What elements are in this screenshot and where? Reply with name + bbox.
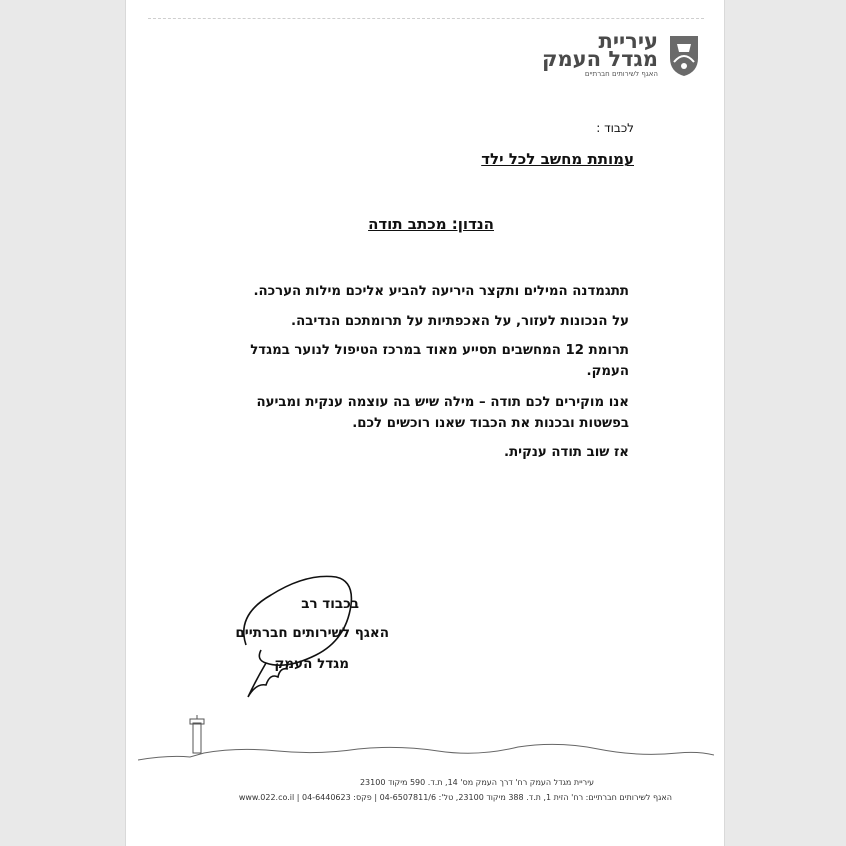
signoff-city: מגדל העמק [274,656,349,672]
landscape-illustration [138,715,714,775]
municipality-logo [524,30,704,82]
to-label: לכבוד : [596,121,634,135]
logo-title-line2: מגדל העמק [541,47,658,71]
paragraph-4: אנו מוקירים לכם תודה – מילה שיש בה עוצמה ענקית ומביעה בפשטות ובכנות את הכבוד שאנו רוכשים לכם. [256,395,629,431]
paragraph-3: תרומת 12 המחשבים תסייע מאוד במרכז הטיפול לנוער במגדל העמק. [250,343,629,379]
paragraph-1: תתגמדנה המילים ותקצר היריעה להביע אליכם מילות הערכה. [253,284,629,299]
top-divider [148,18,704,19]
emblem-icon [664,32,704,78]
subject-line: הנדון: מכתב תודה [368,215,494,233]
letter-page [125,0,725,846]
signoff-regards: בכבוד רב [301,596,359,612]
paragraph-5: אז שוב תודה ענקית. [504,445,629,460]
paragraph-2: על הנכונות לעזור, על האכפתיות על תרומתכם הנדיבה. [291,314,629,329]
recipient-name: עמותת מחשב לכל ילד [481,150,634,168]
logo-title-line1: עיריית [598,29,658,53]
footer-contact: האגף לשירותים חברתיים: רח' הזית 1, ת.ד. 388 מיקוד 23100, טל': 04-6507811/6 | פקס: 04-6440623 | www.022.co.il [238,793,672,802]
logo-subtitle: האגף לשירותים חברתיים [584,70,658,78]
signoff-department: האגף לשירותים חברתיים [235,625,389,641]
footer-address: עיריית מגדל העמק רח' דרך העמק מס' 14, ת.ד. 590 מיקוד 23100 [359,778,594,787]
